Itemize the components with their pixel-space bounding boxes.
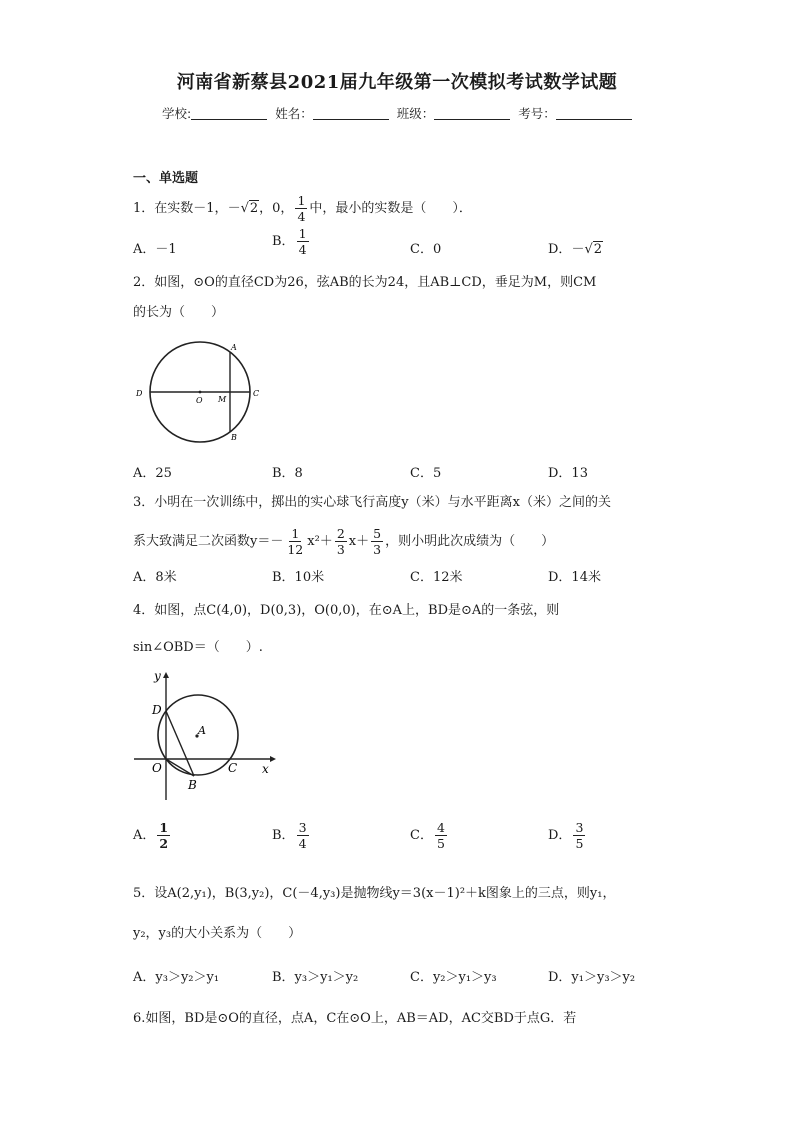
q4-option-b[interactable] — [272, 820, 311, 851]
q3-f3-den: 3 — [373, 542, 382, 557]
name-label: 姓名： — [275, 106, 313, 121]
q5-option-d[interactable]: D．y₁＞y₃＞y₂ — [548, 970, 636, 985]
q4-label-y: y — [154, 669, 161, 683]
q1-option-b-den: 4 — [298, 242, 307, 257]
q2-label-c: C — [253, 389, 260, 398]
q2-circle-figure — [130, 336, 270, 446]
number-label: 考号： — [518, 106, 556, 121]
question-4-line2: sin∠OBD＝（ ）. — [133, 640, 263, 655]
q2-label-m: M — [218, 395, 227, 404]
question-4-line1: 4．如图，点C(4,0)，D(0,3)，O(0,0)，在⊙A上，BD是⊙A的一条弦，则 — [133, 603, 560, 618]
q4-option-a-den: 2 — [159, 836, 169, 851]
q3-f1-num: 1 — [291, 526, 300, 541]
q2-label-b: B — [231, 433, 237, 442]
class-blank[interactable] — [434, 119, 510, 120]
q1-fraction — [295, 193, 307, 224]
question-5-line2: y₂，y₃的大小关系为（ ） — [133, 926, 302, 941]
q4-option-d-label: D． — [548, 828, 572, 843]
question-6-line1: 6.如图，BD是⊙O的直径，点A，C在⊙O上，AB＝AD，AC交BD于点G．若 — [133, 1011, 577, 1026]
q4-y-arrow — [163, 672, 169, 678]
q4-label-x: x — [262, 762, 269, 776]
q3-f1-den: 12 — [287, 542, 304, 557]
q4-label-b: B — [188, 778, 197, 792]
q2-label-d: D — [136, 389, 143, 398]
q4-option-d-num: 3 — [575, 820, 584, 835]
q4-option-d-den: 5 — [575, 836, 584, 851]
school-label: 学校: — [162, 106, 192, 121]
q2-option-d[interactable]: D．13 — [548, 466, 588, 481]
q3-option-b[interactable]: B．10米 — [272, 570, 325, 585]
q1-sqrt: √2 — [240, 201, 259, 216]
question-1 — [133, 193, 472, 224]
q2-label-a: A — [231, 343, 237, 352]
q2-option-b[interactable]: B．8 — [272, 466, 303, 481]
q1-option-d[interactable]: D．－√2 — [548, 242, 603, 257]
q4-option-a-label: A． — [133, 828, 156, 843]
q4-option-c-num: 4 — [436, 820, 445, 835]
q4-option-c-label: C． — [410, 828, 433, 843]
q1-radicand: 2 — [249, 201, 259, 216]
class-label: 班级： — [396, 106, 435, 121]
q5-option-c[interactable]: C．y₂＞y₁＞y₃ — [410, 970, 497, 985]
q4-option-c[interactable] — [410, 820, 449, 851]
q2-label-o: O — [196, 396, 203, 405]
question-2-line2: 的长为（ ） — [133, 305, 225, 320]
q4-option-c-den: 5 — [436, 836, 445, 851]
q4-coordinate-figure — [130, 668, 280, 803]
q1-option-d-minus: － — [571, 242, 585, 257]
q3-mid1: x²＋ — [307, 534, 333, 549]
q3-post: ，则小明此次成绩为（ ） — [385, 534, 555, 549]
q5-option-b[interactable]: B．y₃＞y₁＞y₂ — [272, 970, 359, 985]
number-blank[interactable] — [556, 119, 632, 120]
q3-mid2: x＋ — [348, 534, 370, 549]
q3-f3-num: 5 — [373, 526, 382, 541]
q4-label-d: D — [152, 703, 162, 717]
q1-minus: － — [227, 201, 241, 216]
q4-option-b-den: 4 — [298, 836, 307, 851]
q4-label-c: C — [228, 761, 238, 775]
q3-option-c[interactable]: C．12米 — [410, 570, 463, 585]
q1-prefix: 1．在实数 — [133, 201, 194, 216]
q4-x-arrow — [270, 756, 276, 762]
q2-option-a[interactable]: A．25 — [133, 466, 172, 481]
question-3-line1: 3．小明在一次训练中，掷出的实心球飞行高度y（米）与水平距离x（米）之间的关 — [133, 495, 611, 510]
question-5-line1: 5．设A(2,y₁)，B(3,y₂)，C(－4,y₃)是抛物线y＝3(x－1)²＋k图象上的三点，则y₁， — [133, 886, 616, 901]
q1-n1: －1， — [193, 201, 228, 216]
q3-f2-den: 3 — [336, 542, 345, 557]
q4-option-d[interactable] — [548, 820, 587, 851]
q2-center-dot — [199, 391, 202, 394]
question-2-line1: 2．如图，⊙O的直径CD为26，弦AB的长为24，且AB⊥CD，垂足为M，则CM — [133, 275, 597, 290]
q4-option-b-num: 3 — [298, 820, 307, 835]
q1-option-d-label: D． — [548, 242, 572, 257]
q1-option-b-num: 1 — [298, 226, 307, 241]
q1-option-b[interactable] — [272, 226, 311, 257]
section-heading: 一、单选题 — [133, 171, 199, 186]
q3-option-d[interactable]: D．14米 — [548, 570, 601, 585]
q4-chord-bd — [166, 711, 194, 776]
q4-option-a-num: 1 — [159, 820, 169, 835]
q3-f2-num: 2 — [336, 526, 345, 541]
q4-label-a: A — [198, 724, 206, 737]
q4-option-b-label: B． — [272, 828, 295, 843]
q5-option-a[interactable]: A．y₃＞y₂＞y₁ — [133, 970, 220, 985]
q3-pre: 系大致满足二次函数y＝－ — [133, 534, 284, 549]
exam-title: 河南省新蔡县2021届九年级第一次模拟考试数学试题 — [176, 72, 618, 93]
q1-option-c[interactable]: C．0 — [410, 242, 442, 257]
q4-label-o: O — [152, 761, 162, 775]
q1-option-a[interactable]: A．－1 — [133, 242, 177, 257]
name-blank[interactable] — [313, 119, 389, 120]
q1-frac-den: 4 — [297, 209, 306, 224]
q2-option-c[interactable]: C．5 — [410, 466, 442, 481]
question-3-line2 — [133, 526, 554, 557]
q1-suffix: 中，最小的实数是（ ）． — [309, 201, 472, 216]
q4-option-a[interactable] — [133, 820, 172, 851]
q1-option-d-radicand: 2 — [593, 242, 603, 257]
q3-option-a[interactable]: A．8米 — [133, 570, 177, 585]
student-info-line — [162, 104, 636, 122]
school-blank[interactable] — [191, 119, 267, 120]
q1-mid: ，0， — [259, 201, 294, 216]
q1-option-b-label: B． — [272, 234, 295, 249]
q1-frac-num: 1 — [297, 193, 306, 208]
